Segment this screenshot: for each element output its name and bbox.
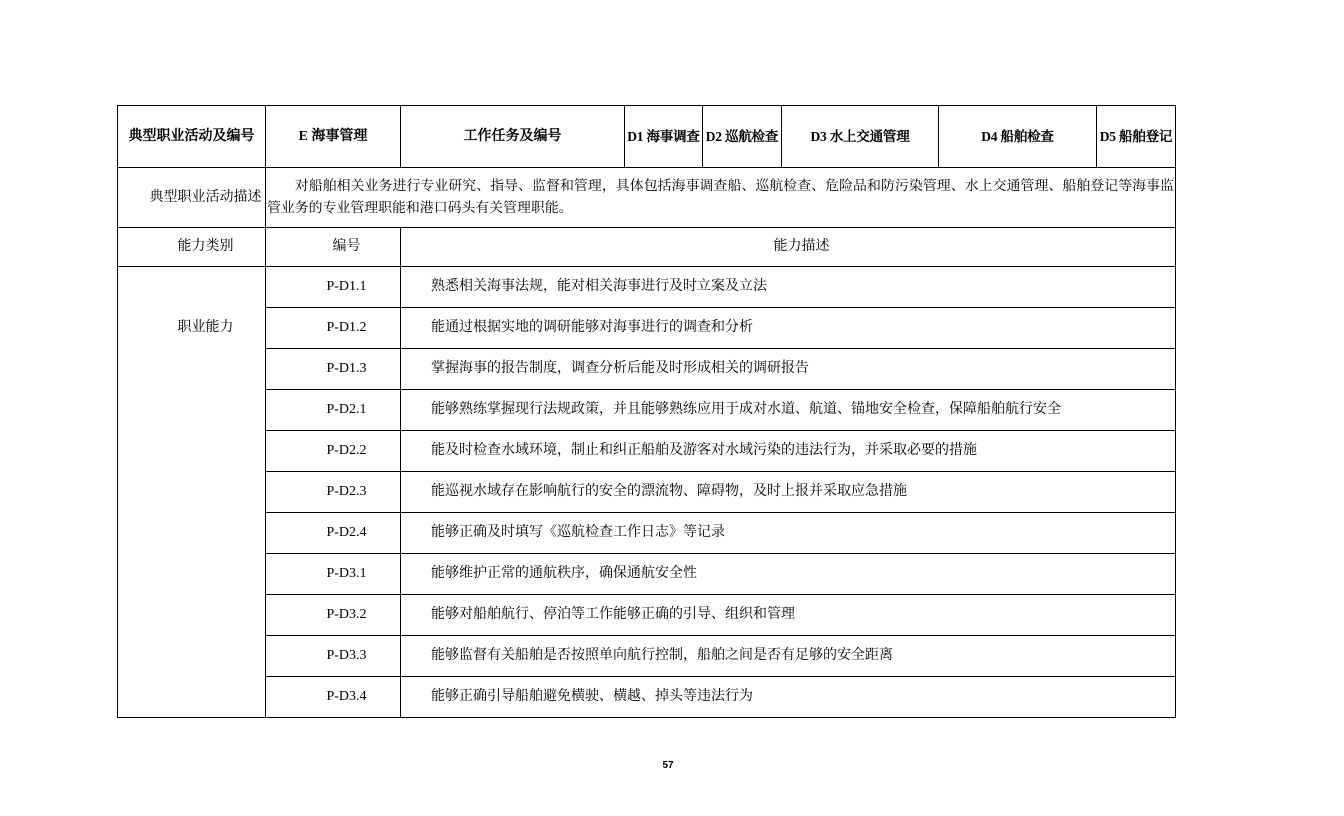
- competency-text: 掌握海事的报告制度，调查分析后能及时形成相关的调研报告: [401, 349, 1176, 390]
- table-row: [118, 349, 1176, 390]
- competency-text: 能巡视水域存在影响航行的安全的漂流物、障碍物，及时上报并采取应急措施: [401, 472, 1176, 513]
- table-header-row: [118, 106, 1176, 168]
- table-row: [118, 554, 1176, 595]
- activity-code-cell: E 海事管理: [266, 106, 401, 168]
- column-label-row: [118, 228, 1176, 267]
- competency-text: 熟悉相关海事法规，能对相关海事进行及时立案及立法: [401, 267, 1176, 308]
- description-text-cell: 对船舶相关业务进行专业研究、指导、监督和管理，具体包括海事调查船、巡航检查、危险品和防污染管理、水上交通管理、船舶登记等海事监管业务的专业管理职能和港口码头有关管理职能。: [266, 168, 1176, 228]
- competency-text: 能够正确引导船舶避免横驶、横越、掉头等违法行为: [401, 677, 1176, 718]
- competency-code: P-D3.4: [266, 677, 401, 718]
- competency-code: P-D1.3: [266, 349, 401, 390]
- competency-text: 能够正确及时填写《巡航检查工作日志》等记录: [401, 513, 1176, 554]
- competency-code: P-D3.2: [266, 595, 401, 636]
- description-label-cell: 典型职业活动描述: [118, 168, 266, 228]
- code-column-label: 编号: [266, 228, 401, 267]
- competency-code: P-D3.3: [266, 636, 401, 677]
- competency-code: P-D2.3: [266, 472, 401, 513]
- table-row: [118, 472, 1176, 513]
- task-d5-cell: D5 船舶登记: [1097, 106, 1176, 168]
- table-row: [118, 267, 1176, 308]
- description-row: [118, 168, 1176, 228]
- competency-text: 能通过根据实地的调研能够对海事进行的调查和分析: [401, 308, 1176, 349]
- page-number: 57: [662, 760, 674, 771]
- competency-code: P-D2.1: [266, 390, 401, 431]
- competency-code: P-D2.2: [266, 431, 401, 472]
- table-row: [118, 677, 1176, 718]
- table-row: [118, 513, 1176, 554]
- competency-text: 能够熟练掌握现行法规政策，并且能够熟练应用于成对水道、航道、锚地安全检查，保障船舶航行安全: [401, 390, 1176, 431]
- table-row: [118, 390, 1176, 431]
- competency-code: P-D3.1: [266, 554, 401, 595]
- competency-text: 能够监督有关船舶是否按照单向航行控制，船舶之间是否有足够的安全距离: [401, 636, 1176, 677]
- table-row: [118, 308, 1176, 349]
- desc-column-label: 能力描述: [401, 228, 1176, 267]
- competency-text: 能及时检查水域环境，制止和纠正船舶及游客对水域污染的违法行为，并采取必要的措施: [401, 431, 1176, 472]
- competency-code: P-D1.1: [266, 267, 401, 308]
- task-label-cell: 工作任务及编号: [401, 106, 625, 168]
- competency-table: [117, 105, 1176, 718]
- category-column-label: 能力类别: [118, 228, 266, 267]
- task-d2-cell: D2 巡航检查: [703, 106, 782, 168]
- table-row: [118, 595, 1176, 636]
- table-row: [118, 636, 1176, 677]
- task-d3-cell: D3 水上交通管理: [782, 106, 939, 168]
- competency-code: P-D1.2: [266, 308, 401, 349]
- competency-category-cell: 职业能力: [118, 267, 266, 718]
- table-row: [118, 431, 1176, 472]
- competency-text: 能够对船舶航行、停泊等工作能够正确的引导、组织和管理: [401, 595, 1176, 636]
- activity-label-cell: 典型职业活动及编号: [118, 106, 266, 168]
- competency-text: 能够维护正常的通航秩序，确保通航安全性: [401, 554, 1176, 595]
- competency-code: P-D2.4: [266, 513, 401, 554]
- task-d4-cell: D4 船舶检查: [939, 106, 1097, 168]
- task-d1-cell: D1 海事调查: [625, 106, 703, 168]
